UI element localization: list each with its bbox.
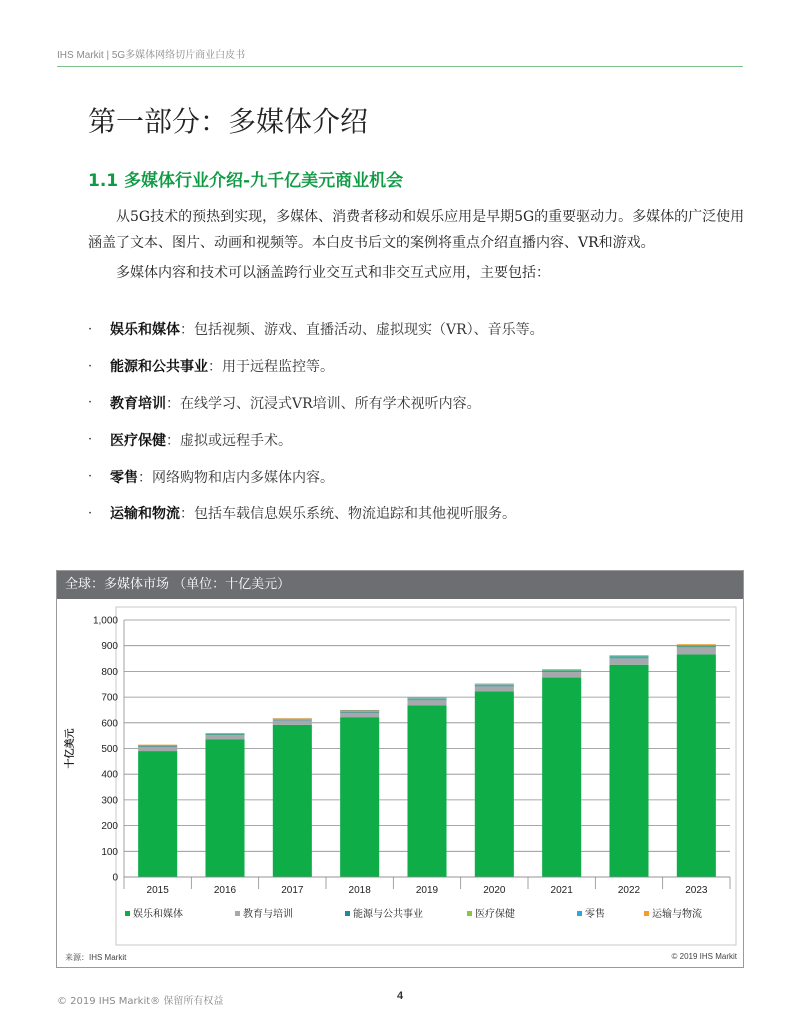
bullet-desc: ：网络购物和店内多媒体内容。 [138, 469, 334, 486]
bar-2016-series-0 [205, 740, 244, 877]
list-item [88, 311, 748, 348]
bar-2022-series-4 [609, 656, 648, 657]
bar-2015-series-4 [138, 745, 177, 746]
bar-2015-series-5 [138, 745, 177, 746]
bar-2022-series-5 [609, 655, 648, 656]
bar-2019-series-2 [407, 699, 446, 700]
industry-list [88, 311, 748, 532]
x-tick-label: 2015 [146, 885, 169, 896]
list-item [88, 495, 748, 532]
bullet-marker: · [88, 432, 93, 448]
bar-2017-series-4 [273, 719, 312, 720]
bar-2021-series-3 [542, 670, 581, 671]
x-tick-label: 2016 [213, 885, 237, 896]
part-title: 第一部分：多媒体介绍 [88, 105, 369, 138]
legend-label: 医疗保健 [475, 909, 515, 920]
bar-2021-series-4 [542, 670, 581, 671]
bar-2021-series-2 [542, 671, 581, 672]
bar-2022-series-2 [609, 657, 648, 658]
bar-2020-series-4 [475, 684, 514, 685]
legend-swatch [345, 911, 350, 916]
y-tick-label: 400 [101, 769, 118, 781]
x-tick-label: 2018 [348, 885, 371, 896]
page-number: 4 [397, 990, 404, 1002]
legend-swatch [644, 911, 649, 916]
bar-2018-series-0 [340, 717, 379, 877]
list-item [88, 458, 748, 495]
list-item [88, 348, 748, 385]
x-tick-label: 2023 [685, 885, 708, 896]
bar-2018-series-1 [340, 713, 379, 718]
bullet-marker: · [88, 358, 93, 374]
bar-2019-series-4 [407, 698, 446, 699]
bar-2016-series-1 [205, 735, 244, 740]
bar-2022-series-1 [609, 658, 648, 664]
bar-2018-series-5 [340, 710, 379, 711]
bar-2023-series-0 [677, 654, 716, 877]
legend-label: 教育与培训 [243, 909, 293, 920]
scope-paragraph: 多媒体内容和技术可以涵盖跨行业交互式和非交互式应用，主要包括： [88, 265, 550, 281]
bar-2017-series-0 [273, 725, 312, 877]
header-divider [57, 66, 743, 67]
bar-2023-series-5 [677, 644, 716, 645]
bar-2022-series-0 [609, 665, 648, 877]
bar-2019-series-1 [407, 700, 446, 705]
bar-2023-series-4 [677, 645, 716, 646]
chart-panel [56, 570, 744, 968]
bullet-term: 零售 [110, 469, 138, 486]
bar-2023-series-3 [677, 645, 716, 646]
bullet-desc: ：在线学习、沉浸式VR培训、所有学术视听内容。 [166, 395, 481, 412]
bullet-term: 医疗保健 [110, 432, 166, 449]
y-tick-label: 300 [101, 795, 118, 807]
bullet-desc: ：包括车载信息娱乐系统、物流追踪和其他视听服务。 [180, 506, 516, 523]
bullet-marker: · [88, 395, 93, 411]
legend-swatch [577, 911, 582, 916]
legend-label: 娱乐和媒体 [133, 909, 183, 920]
y-tick-label: 0 [112, 872, 118, 884]
intro-paragraph: 从5G技术的预热到实现，多媒体、消费者移动和娱乐应用是早期5G的重要驱动力。多媒体的广泛使用涵盖了文本、图片、动画和视频等。本白皮书后文的案例将重点介绍直播内容、VR和游戏。 [88, 209, 745, 251]
bar-2017-series-2 [273, 720, 312, 721]
bar-2020-series-3 [475, 685, 514, 686]
bar-2020-series-2 [475, 686, 514, 687]
bar-2016-series-2 [205, 734, 244, 735]
y-tick-label: 100 [101, 846, 118, 858]
x-tick-label: 2022 [617, 885, 641, 896]
bar-2017-series-3 [273, 719, 312, 720]
bullet-marker: · [88, 505, 93, 521]
y-tick-label: 800 [101, 666, 118, 678]
bar-2021-series-0 [542, 678, 581, 877]
list-item [88, 421, 748, 458]
bar-2019-series-0 [407, 705, 446, 877]
market-bar-chart [57, 571, 743, 949]
x-tick-label: 2017 [281, 885, 304, 896]
bar-2019-series-3 [407, 699, 446, 700]
bullet-marker: · [88, 321, 93, 337]
x-tick-label: 2020 [483, 885, 506, 896]
y-tick-label: 900 [101, 641, 118, 653]
bullet-term: 娱乐和媒体 [110, 322, 180, 339]
y-tick-label: 200 [101, 821, 118, 833]
section-title: 1.1 多媒体行业介绍-九千亿美元商业机会 [88, 171, 404, 191]
legend-label: 运输与物流 [652, 909, 702, 920]
chart-title: 全球：多媒体市场 （单位：十亿美元） [57, 571, 743, 599]
bullet-term: 能源和公共事业 [110, 359, 208, 376]
bar-2017-series-5 [273, 718, 312, 719]
y-tick-label: 1,000 [92, 615, 118, 627]
chart-copyright: © 2019 IHS Markit [671, 952, 737, 961]
bar-2020-series-5 [475, 683, 514, 684]
bar-2017-series-1 [273, 720, 312, 725]
y-axis-label: 十亿美元 [65, 728, 76, 769]
bullet-desc: ：用于远程监控等。 [208, 359, 334, 376]
bullet-desc: ：虚拟或远程手术。 [166, 432, 292, 449]
bar-2021-series-5 [542, 669, 581, 670]
bar-2020-series-1 [475, 686, 514, 691]
bar-2021-series-1 [542, 672, 581, 678]
legend-swatch [235, 911, 240, 916]
bar-2022-series-3 [609, 656, 648, 657]
footer-copyright: © 2019 IHS Markit® 保留所有权益 [57, 996, 224, 1007]
legend-swatch [125, 911, 130, 916]
y-tick-label: 600 [101, 718, 118, 730]
bar-2020-series-0 [475, 691, 514, 877]
bar-2016-series-4 [205, 734, 244, 735]
legend-label: 能源与公共事业 [353, 909, 423, 920]
bar-2018-series-4 [340, 710, 379, 711]
y-tick-label: 700 [101, 692, 118, 704]
bar-2018-series-2 [340, 712, 379, 713]
bar-2023-series-2 [677, 646, 716, 647]
bullet-term: 运输和物流 [110, 506, 180, 523]
bar-2018-series-3 [340, 711, 379, 712]
bar-2019-series-5 [407, 697, 446, 698]
chart-source: 来源：IHS Markit [65, 953, 127, 962]
y-tick-label: 500 [101, 744, 118, 755]
page-header: IHS Markit | 5G多媒体网络切片商业白皮书 [57, 50, 246, 61]
legend-swatch [467, 911, 472, 916]
bar-2023-series-1 [677, 647, 716, 654]
x-tick-label: 2019 [415, 885, 439, 896]
bullet-marker: · [88, 469, 93, 485]
bar-2015-series-2 [138, 746, 177, 747]
bar-2016-series-5 [205, 733, 244, 734]
bullet-term: 教育培训 [110, 395, 166, 412]
x-tick-label: 2021 [550, 885, 573, 896]
bar-2015-series-1 [138, 746, 177, 751]
bar-2015-series-0 [138, 751, 177, 877]
legend-label: 零售 [585, 909, 605, 920]
list-item [88, 385, 748, 422]
bullet-desc: ：包括视频、游戏、直播活动、虚拟现实（VR）、音乐等。 [180, 322, 544, 339]
